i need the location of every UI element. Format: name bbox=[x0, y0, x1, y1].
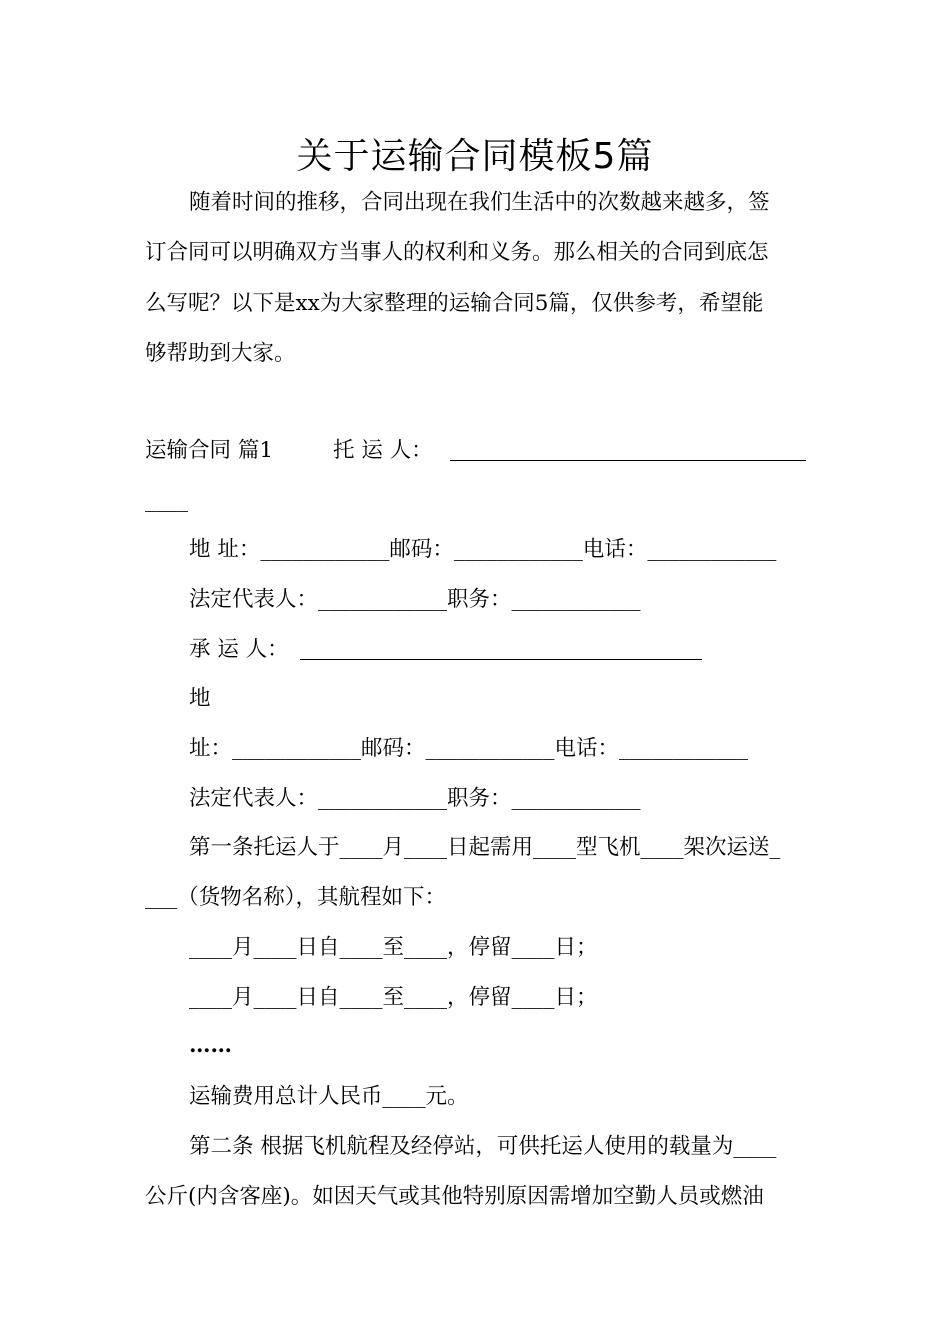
fee-line: 运输费用总计人民币____元。 bbox=[189, 1084, 469, 1109]
ellipsis: …… bbox=[189, 1033, 232, 1058]
consignor-rep-line: 法定代表人：____________职务：____________ bbox=[189, 587, 641, 612]
article-1-line-2: ___（货物名称），其航程如下： bbox=[145, 885, 447, 910]
carrier-blank bbox=[300, 659, 702, 660]
intro-line-3: 么写呢？以下是xx为大家整理的运输合同5篇，仅供参考，希望能 bbox=[145, 291, 764, 316]
consignor-blank bbox=[450, 460, 806, 461]
consignor-label: 托 运 人： bbox=[333, 438, 433, 463]
intro-line-4: 够帮助到大家。 bbox=[145, 341, 296, 366]
document-title: 关于运输合同模板5篇 bbox=[296, 136, 654, 177]
carrier-address-line: 址：____________邮码：____________电话：____________ bbox=[189, 736, 749, 761]
route-line-1: ____月____日自____至____，停留____日； bbox=[189, 935, 598, 960]
article-1-line-1: 第一条托运人于____月____日起需用____型飞机____架次运送_ bbox=[189, 835, 781, 860]
carrier-label: 承 运 人： bbox=[189, 637, 289, 662]
section-heading: 运输合同 篇1 bbox=[145, 438, 274, 463]
carrier-address-start: 地 bbox=[189, 686, 211, 711]
consignor-address-line: 地 址：____________邮码：____________电话：____________ bbox=[189, 537, 777, 562]
intro-line-1: 随着时间的推移，合同出现在我们生活中的次数越来越多，签 bbox=[189, 190, 770, 215]
route-line-2: ____月____日自____至____，停留____日； bbox=[189, 985, 598, 1010]
article-2-line-1: 第二条 根据飞机航程及经停站，可供托运人使用的载量为____ bbox=[189, 1134, 777, 1159]
consignor-blank-tail: ____ bbox=[145, 488, 188, 513]
article-2-line-2: 公斤(内含客座)。如因天气或其他特别原因需增加空勤人员或燃油 bbox=[145, 1184, 764, 1209]
intro-line-2: 订合同可以明确双方当事人的权利和义务。那么相关的合同到底怎 bbox=[145, 240, 769, 265]
carrier-rep-line: 法定代表人：____________职务：____________ bbox=[189, 786, 641, 811]
